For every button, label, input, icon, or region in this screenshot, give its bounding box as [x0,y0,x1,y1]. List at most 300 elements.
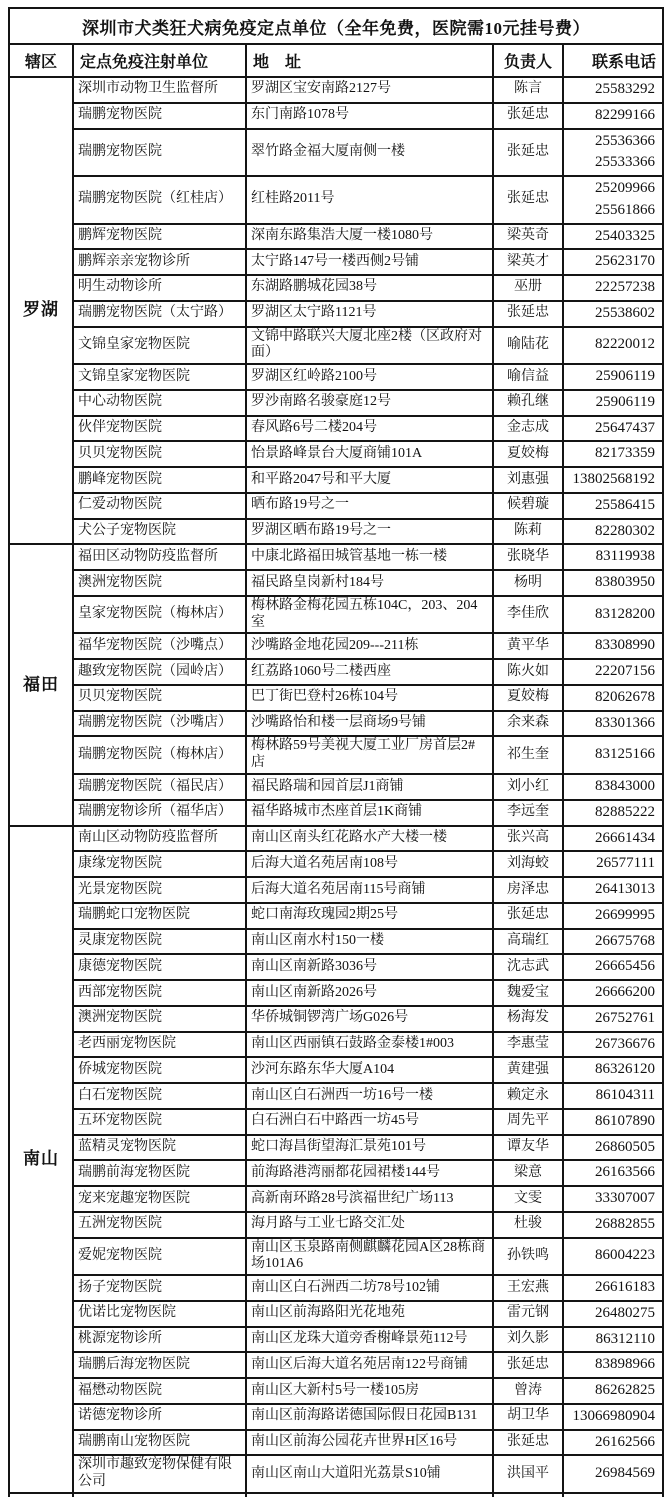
address-cell: 高新南环路28号滨福世纪广场113 [246,1186,493,1212]
phone-cell [563,1186,663,1212]
table-row [9,659,663,685]
phone-number: 25403325 [595,227,656,244]
partial-bottom-section [9,1493,663,1497]
unit-name-cell: 犬公子宠物医院 [73,519,246,545]
phone-number: 22257238 [595,279,656,295]
phone-cell [563,633,663,659]
unit-name-cell: 瑞鹏宠物医院（福民店） [73,774,246,800]
unit-name-cell: 侨城宠物医院 [73,1057,246,1083]
phone-cell [563,249,663,275]
manager-name-cell: 张延忠 [493,903,563,929]
manager-name-cell: 梁意 [493,1160,563,1186]
phone-cell [563,1032,663,1058]
manager-name-cell: 喻信益 [493,364,563,390]
manager-name-cell: 李佳欣 [493,596,563,634]
table-row [9,1109,663,1135]
phone-cell [563,519,663,545]
phone-cell [563,1083,663,1109]
manager-name-cell: 梁英奇 [493,224,563,250]
table-row [9,1160,663,1186]
partial-clipped-row [9,1493,663,1497]
phone-cell [563,659,663,685]
unit-name-cell: 老西丽宠物医院 [73,1032,246,1058]
region-label: 福田 [9,544,73,825]
unit-name-cell: 白石宠物医院 [73,1083,246,1109]
unit-name-cell: 澳洲宠物医院 [73,1006,246,1032]
phone-number: 86312110 [595,1330,656,1347]
table-row [9,1275,663,1301]
manager-name-cell: 巫册 [493,275,563,301]
address-cell: 晒布路19号之一 [246,493,493,519]
manager-name-cell: 李远奎 [493,800,563,826]
address-cell: 沙嘴路金地花园209---211栋 [246,633,493,659]
unit-name-cell: 瑞鹏宠物医院（梅林店） [73,736,246,774]
manager-name-cell: 雷元钢 [493,1301,563,1327]
unit-name-cell: 瑞鹏宠物诊所（福华店） [73,800,246,826]
address-cell: 罗湖区太宁路1121号 [246,301,493,327]
phone-cell [563,1212,663,1238]
phone-number: 82220012 [595,336,656,353]
address-cell: 南山区南新路3036号 [246,954,493,980]
phone-cell [563,390,663,416]
phone-cell [563,129,663,177]
table-row [9,1430,663,1456]
phone-cell [563,736,663,774]
phone-cell [563,1455,663,1493]
manager-name-cell: 黄平华 [493,633,563,659]
table-row [9,390,663,416]
table-row [9,903,663,929]
unit-name-cell: 瑞鹏蛇口宠物医院 [73,903,246,929]
phone-number: 82885222 [595,803,656,820]
address-cell: 梅林路59号美视大厦工业厂房首层2#店 [246,736,493,774]
unit-name-cell: 福田区动物防疫监督所 [73,544,246,570]
phone-cell [563,851,663,877]
phone-number: 25561866 [595,201,656,218]
phone-number: 86107890 [595,1112,656,1129]
phone-cell [563,1430,663,1456]
manager-name-cell: 王宏燕 [493,1275,563,1301]
unit-name-cell: 瑞鹏后海宠物医院 [73,1352,246,1378]
address-cell: 蛇口海昌街望海汇景苑101号 [246,1135,493,1161]
phone-number: 26665456 [595,958,656,975]
phone-cell [563,903,663,929]
manager-name-cell: 梁英才 [493,249,563,275]
unit-name-cell: 中心动物医院 [73,390,246,416]
address-cell: 南山区南新路2026号 [246,980,493,1006]
table-row [9,1327,663,1353]
address-cell: 沙河东路东华大厦A104 [246,1057,493,1083]
address-cell: 深南东路集浩大厦一楼1080号 [246,224,493,250]
phone-cell [563,1275,663,1301]
phone-number: 22207156 [595,663,656,680]
phone-cell [563,1160,663,1186]
address-cell: 海月路与工业七路交汇处 [246,1212,493,1238]
manager-name-cell: 张延忠 [493,129,563,177]
table-row [9,249,663,275]
address-cell: 后海大道名苑居南115号商铺 [246,877,493,903]
phone-number: 25647437 [595,419,656,436]
unit-name-cell: 贝贝宠物医院 [73,685,246,711]
phone-number: 25536366 [595,132,656,149]
phone-number: 26984569 [595,1465,656,1482]
phone-number: 13066980904 [572,1407,656,1424]
manager-name-cell: 候碧璇 [493,493,563,519]
phone-number: 25586415 [595,496,656,513]
table-row [9,544,663,570]
table-row [9,1352,663,1378]
manager-name-cell: 胡卫华 [493,1404,563,1430]
phone-number: 86004223 [595,1247,656,1264]
address-cell: 红荔路1060号二楼西座 [246,659,493,685]
manager-name-cell: 刘久影 [493,1327,563,1353]
table-row [9,596,663,634]
phone-cell [563,493,663,519]
address-cell: 梅林路金梅花园五栋104C，203、204室 [246,596,493,634]
header-row [9,44,663,77]
phone-number: 83898966 [595,1356,656,1373]
unit-name-cell: 五洲宠物医院 [73,1212,246,1238]
address-cell: 南山区大新村5号一楼105房 [246,1378,493,1404]
manager-name-cell: 赖孔继 [493,390,563,416]
table-row [9,633,663,659]
phone-cell [563,596,663,634]
address-cell: 春风路6号二楼204号 [246,416,493,442]
address-cell: 蛇口南海玫瑰园2期25号 [246,903,493,929]
unit-name-cell: 澳洲宠物医院 [73,570,246,596]
manager-name-cell: 谭友华 [493,1135,563,1161]
unit-name-cell: 皇家宠物医院（梅林店） [73,596,246,634]
address-cell: 白石洲白石中路西一坊45号 [246,1109,493,1135]
address-cell: 怡景路峰景台大厦商铺101A [246,441,493,467]
phone-number: 26163566 [595,1164,656,1181]
manager-name-cell: 杜骏 [493,1212,563,1238]
title-row [9,8,663,44]
address-cell: 南山区龙珠大道旁香榭峰景苑112号 [246,1327,493,1353]
phone-number: 86326120 [595,1061,656,1078]
unit-name-cell: 瑞鹏宠物医院（太宁路） [73,301,246,327]
phone-cell [563,544,663,570]
table-row [9,301,663,327]
table-row [9,711,663,737]
unit-name-cell: 西部宠物医院 [73,980,246,1006]
table-row [9,1186,663,1212]
phone-number: 25538602 [595,304,656,321]
unit-name-cell: 瑞鹏宠物医院 [73,129,246,177]
phone-cell [563,929,663,955]
phone-number: 25209966 [595,180,656,196]
phone-cell [563,176,663,224]
manager-name-cell: 曾涛 [493,1378,563,1404]
table-row [9,275,663,301]
phone-cell [563,877,663,903]
unit-name-cell: 文锦皇家宠物医院 [73,364,246,390]
manager-name-cell: 张延忠 [493,1430,563,1456]
manager-name-cell: 刘海蛟 [493,851,563,877]
manager-name-cell: 黄建强 [493,1057,563,1083]
table-row [9,519,663,545]
manager-name-cell: 刘惠强 [493,467,563,493]
address-cell: 南山区南水村150一楼 [246,929,493,955]
unit-name-cell: 扬子宠物医院 [73,1275,246,1301]
table-row [9,877,663,903]
table-row [9,1135,663,1161]
unit-name-cell: 光景宠物医院 [73,877,246,903]
address-cell: 翠竹路金福大厦南侧一楼 [246,129,493,177]
manager-name-cell: 夏姣梅 [493,685,563,711]
phone-number: 26616183 [595,1279,656,1296]
phone-number: 82173359 [595,445,656,462]
phone-number: 25906119 [595,368,656,385]
manager-name-cell: 杨海发 [493,1006,563,1032]
address-cell: 中康北路福田城管基地一栋一楼 [246,544,493,570]
unit-name-cell: 康缘宠物医院 [73,851,246,877]
manager-name-cell: 赖定永 [493,1083,563,1109]
unit-name-cell: 福华宠物医院（沙嘴点） [73,633,246,659]
vaccination-table [8,7,664,1497]
manager-name-cell: 陈火如 [493,659,563,685]
phone-number: 26699995 [595,906,656,923]
phone-cell [563,1238,663,1276]
unit-name-cell: 蓝精灵宠物医院 [73,1135,246,1161]
address-cell: 罗沙南路名骏豪庭12号 [246,390,493,416]
phone-number: 83843000 [595,778,656,795]
phone-cell [563,570,663,596]
table-row [9,1301,663,1327]
address-cell: 福华路城市杰座首层1K商铺 [246,800,493,826]
unit-name-cell: 伙伴宠物医院 [73,416,246,442]
address-cell: 福民路皇岗新村184号 [246,570,493,596]
unit-name-cell: 趣致宠物医院（园岭店） [73,659,246,685]
address-cell: 南山区前海公园花卉世界H区16号 [246,1430,493,1456]
unit-name-cell: 宠来宠趣宠物医院 [73,1186,246,1212]
unit-name-cell: 深圳市趣致宠物保健有限公司 [73,1455,246,1493]
phone-cell [563,441,663,467]
unit-name-cell: 鹏峰宠物医院 [73,467,246,493]
manager-name-cell: 洪国平 [493,1455,563,1493]
address-cell: 前海路港湾丽都花园裙楼144号 [246,1160,493,1186]
phone-cell [563,711,663,737]
phone-number: 86262825 [595,1382,656,1399]
phone-number: 82280302 [595,522,656,539]
table-row [9,1238,663,1276]
unit-name-cell: 贝贝宠物医院 [73,441,246,467]
manager-name-cell: 李惠莹 [493,1032,563,1058]
unit-name-cell: 爱妮宠物医院 [73,1238,246,1276]
phone-number: 86104311 [595,1087,656,1104]
phone-number: 83119938 [595,548,656,565]
unit-name-cell: 康德宠物医院 [73,954,246,980]
address-cell: 东门南路1078号 [246,103,493,129]
address-cell: 后海大道名苑居南108号 [246,851,493,877]
manager-name-cell: 杨明 [493,570,563,596]
phone-number: 26480275 [595,1304,656,1321]
table-row [9,980,663,1006]
unit-name-cell: 优诺比宠物医院 [73,1301,246,1327]
address-cell: 沙嘴路怡和楼一层商场9号铺 [246,711,493,737]
phone-cell [563,1352,663,1378]
manager-name-cell: 张延忠 [493,301,563,327]
unit-name-cell: 灵康宠物医院 [73,929,246,955]
table-row [9,826,663,852]
vaccination-table-body [9,77,663,1493]
address-cell: 南山区白石洲西二坊78号102铺 [246,1275,493,1301]
phone-number: 25533366 [595,154,656,171]
address-cell: 南山区白石洲西一坊16号一楼 [246,1083,493,1109]
address-cell: 东湖路鹏城花园38号 [246,275,493,301]
address-cell: 南山区前海路诺德国际假日花园B131 [246,1404,493,1430]
manager-name-cell: 余来森 [493,711,563,737]
phone-cell [563,826,663,852]
table-row [9,176,663,224]
address-cell: 文锦中路联兴大厦北座2楼（区政府对面） [246,327,493,365]
address-cell: 南山区南山大道阳光荔景S10铺 [246,1455,493,1493]
table-row [9,1378,663,1404]
unit-name-cell: 诺德宠物诊所 [73,1404,246,1430]
manager-name-cell: 张晓华 [493,544,563,570]
table-row [9,929,663,955]
phone-number: 83803950 [595,574,656,591]
phone-cell [563,301,663,327]
unit-name-cell: 鹏辉宠物医院 [73,224,246,250]
manager-name-cell: 刘小红 [493,774,563,800]
phone-cell [563,275,663,301]
phone-cell [563,1006,663,1032]
address-cell: 南山区南头红花路水产大楼一楼 [246,826,493,852]
manager-name-cell: 陈言 [493,77,563,103]
phone-number: 26661434 [595,829,656,846]
address-cell: 巴丁街巴登村26栋104号 [246,685,493,711]
table-row [9,1404,663,1430]
table-row [9,1455,663,1493]
manager-name-cell: 张延忠 [493,1352,563,1378]
column-header-district: 辖区 [9,44,73,77]
phone-cell [563,954,663,980]
phone-number: 26577111 [596,855,656,872]
phone-number: 25906119 [595,393,656,410]
address-cell: 福民路瑞和园首层J1商铺 [246,774,493,800]
manager-name-cell: 喻陆花 [493,327,563,365]
unit-name-cell: 瑞鹏宠物医院（红桂店） [73,176,246,224]
phone-cell [563,685,663,711]
manager-cell-clipped [493,1493,563,1497]
phone-number: 26882855 [595,1215,656,1232]
phone-number: 26860505 [595,1138,656,1155]
phone-cell [563,1404,663,1430]
phone-number: 26675768 [595,932,656,949]
unit-name-cell: 瑞鹏宠物医院（沙嘴店） [73,711,246,737]
phone-cell [563,1378,663,1404]
table-row [9,1032,663,1058]
phone-number: 26162566 [595,1433,656,1450]
phone-cell [563,1109,663,1135]
table-row [9,570,663,596]
manager-name-cell: 张延忠 [493,176,563,224]
phone-cell [563,1057,663,1083]
table-row [9,1057,663,1083]
unit-name-cell: 鹏辉亲亲宠物诊所 [73,249,246,275]
phone-number: 13802568192 [572,471,656,488]
manager-name-cell: 文雯 [493,1186,563,1212]
manager-name-cell: 陈莉 [493,519,563,545]
region-label: 罗湖 [9,77,73,544]
unit-cell-clipped [73,1493,246,1497]
phone-cell [563,467,663,493]
manager-name-cell: 张兴高 [493,826,563,852]
region-cell-clipped [9,1493,73,1497]
table-row [9,774,663,800]
phone-cell [563,1301,663,1327]
table-row [9,1006,663,1032]
phone-number: 83125166 [595,746,656,763]
address-cell: 和平路2047号和平大厦 [246,467,493,493]
unit-name-cell: 福懋动物医院 [73,1378,246,1404]
table-row [9,129,663,177]
unit-name-cell: 瑞鹏南山宠物医院 [73,1430,246,1456]
unit-name-cell: 南山区动物防疫监督所 [73,826,246,852]
phone-cell [563,103,663,129]
address-cell: 南山区玉泉路南侧麒麟花园A区28栋商场101A6 [246,1238,493,1276]
phone-number: 33307007 [595,1190,656,1207]
address-cell: 罗湖区晒布路19号之一 [246,519,493,545]
phone-number: 83128200 [595,605,656,622]
table-row [9,493,663,519]
unit-name-cell: 仁爱动物医院 [73,493,246,519]
table-row [9,416,663,442]
table-row [9,736,663,774]
table-row [9,467,663,493]
unit-name-cell: 瑞鹏前海宠物医院 [73,1160,246,1186]
phone-cell [563,1135,663,1161]
region-label: 南山 [9,826,73,1493]
table-row [9,441,663,467]
phone-number: 26752761 [595,1009,656,1026]
phone-cell [563,327,663,365]
table-row [9,364,663,390]
table-row [9,685,663,711]
column-header-address: 地 址 [246,44,493,77]
table-row [9,77,663,103]
table-row [9,954,663,980]
column-header-phone: 联系电话 [563,44,663,77]
address-cell: 太宁路147号一楼西侧2号铺 [246,249,493,275]
table-row [9,851,663,877]
phone-number: 83308990 [595,637,656,654]
unit-name-cell: 文锦皇家宠物医院 [73,327,246,365]
address-cell-clipped [246,1493,493,1497]
phone-cell [563,800,663,826]
phone-number: 83301366 [595,714,656,731]
phone-number: 25623170 [595,253,656,270]
manager-name-cell: 周先平 [493,1109,563,1135]
manager-name-cell: 房泽忠 [493,877,563,903]
table-row [9,1212,663,1238]
table-row [9,1083,663,1109]
unit-name-cell: 五环宠物医院 [73,1109,246,1135]
manager-name-cell: 高瑞红 [493,929,563,955]
table-row [9,800,663,826]
address-cell: 南山区后海大道名苑居南122号商铺 [246,1352,493,1378]
address-cell: 罗湖区宝安南路2127号 [246,77,493,103]
address-cell: 南山区前海路阳光花地苑 [246,1301,493,1327]
manager-name-cell: 沈志武 [493,954,563,980]
unit-name-cell: 深圳市动物卫生监督所 [73,77,246,103]
address-cell: 华侨城铜锣湾广场G026号 [246,1006,493,1032]
page-title: 深圳市犬类狂犬病免疫定点单位（全年免费，医院需10元挂号费） [9,8,663,44]
manager-name-cell: 魏爱宝 [493,980,563,1006]
manager-name-cell: 祁生奎 [493,736,563,774]
manager-name-cell: 金志成 [493,416,563,442]
